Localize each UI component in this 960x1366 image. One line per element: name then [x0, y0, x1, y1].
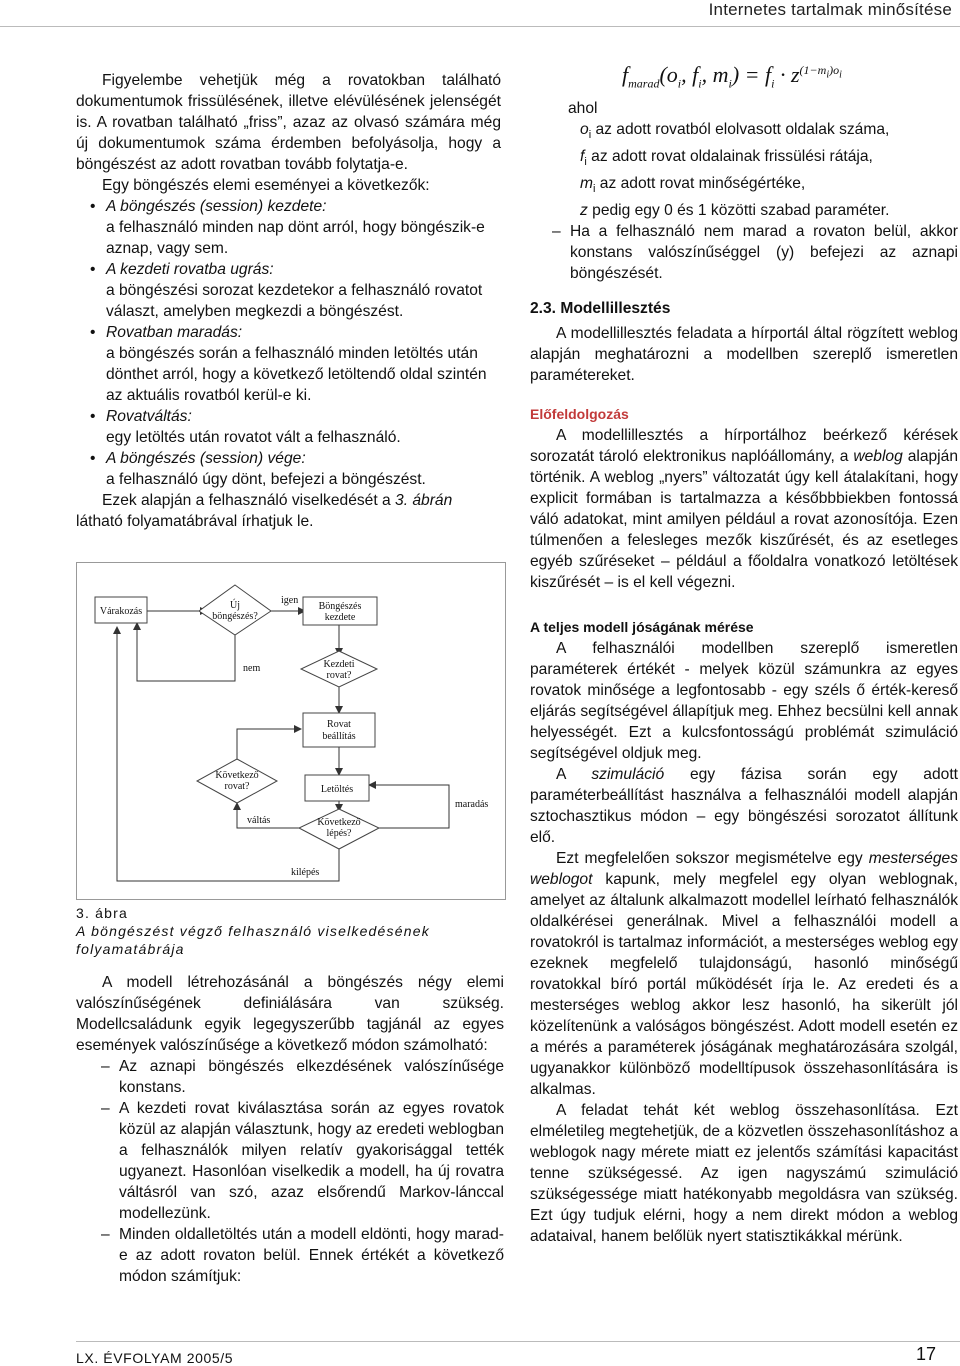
header-rule — [0, 26, 960, 27]
node-label: lépés? — [326, 828, 352, 839]
section-paragraph: A modellillesztés feladata a hírportál által rögzített weblog alapján meghatározni a modellben szereplő ismeretlen paramétereket. — [530, 325, 958, 385]
caption-number: 3. ábra — [76, 905, 128, 921]
bullet-text: a felhasználó minden nap dönt arról, hogy böngészik-e aznap, vagy sem. — [106, 219, 485, 257]
text-italic: weblog — [853, 448, 903, 466]
model-paragraph: A modell létrehozásánál a böngészés négy elemi valószínűségének definiálására van szükség. Modellcsaládunk egyik legegyszerűbb tagjánál az egyes események valószínűsége a következő módon számolható: — [76, 974, 504, 1054]
node-label: rovat? — [326, 670, 352, 681]
def-sub: i — [588, 129, 592, 142]
bullet-text: a felhasználó úgy dönt, befejezi a böngészést. — [106, 471, 426, 488]
arrow-nem — [137, 623, 235, 681]
text-part: alapján történik. A weblog „nyers” változatát úgy kell átalakítani, hogy explicit formában is tartalmazza a későbbbiekben fontossá váló adatokat, mint amilyen például a rovat azonosítója. Ezen túlmenően a felesleges mezők kiszűrését, és az esetleges egyéb szűréseket – például a főoldalra vonatkozó letöltések kiszűrését – is el kell végezni. — [530, 448, 958, 592]
formula-exp2: )o — [829, 62, 840, 77]
def-symbol: o — [580, 121, 589, 138]
dash-text: A kezdeti rovat kiválasztása során az egyes rovatok közül az alapján választunk, hogy az eredeti weblogban a felhasználók milyen relatív gyakorisággal tették ugyanezt. Hasonlóan viselkedik a modell, ha új rovatra váltásról van szó, azaz elsőrendű Markov-lánccal modellezünk. — [119, 1100, 504, 1222]
definitions-list — [580, 119, 958, 221]
dash-icon: – — [101, 1100, 110, 1117]
arrow-kilepes — [117, 627, 339, 881]
edge-label-kilepes: kilépés — [291, 867, 320, 878]
dash-text: Ha a felhasználó nem marad a rovaton belül, akkor konstans valószínűséggel (y) befejezi az aznapi böngészését. — [570, 223, 958, 283]
node-label: rovat? — [224, 781, 250, 792]
dash-item — [76, 1056, 504, 1098]
def-sub: i — [593, 183, 596, 196]
node-label: beállítás — [322, 731, 356, 742]
text-italic: mesterséges weblogot — [530, 850, 958, 889]
formula-i: i — [677, 76, 682, 91]
definition-item — [580, 173, 958, 200]
formula-args: (o — [659, 62, 678, 87]
dash-icon: – — [101, 1058, 110, 1075]
formula-exp: (1−m — [799, 62, 827, 77]
caption-text: A böngészést végző felhasználó viselkedésének folyamatábrája — [76, 923, 430, 957]
def-symbol: f — [580, 148, 585, 166]
flowchart-svg — [77, 563, 505, 899]
def-symbol: m — [580, 175, 593, 193]
dash-icon: – — [552, 223, 561, 241]
node-label: kezdete — [324, 612, 356, 623]
def-symbol: z — [580, 202, 588, 220]
edge-label-valtas: váltás — [247, 815, 271, 826]
figure-caption — [76, 904, 506, 958]
arrow-maradas — [369, 785, 449, 828]
node-label: böngészés? — [212, 611, 258, 622]
subsection-title-preprocessing: Előfeldolgozás — [530, 406, 629, 423]
bullet-icon: • — [90, 408, 96, 425]
formula-rest: , f — [681, 62, 699, 87]
bullet-title: A kezdeti rovatba ugrás: — [106, 261, 274, 278]
dash-item — [76, 1098, 504, 1224]
node-label: Következő — [317, 817, 361, 828]
bullet-item — [76, 322, 501, 406]
bullet-icon: • — [90, 450, 96, 467]
node-label: Böngészés — [318, 601, 362, 612]
events-intro: Egy böngészés elemi eseményei a következők: — [102, 177, 430, 194]
bullet-icon: • — [90, 324, 96, 341]
formula-m: , m — [701, 62, 729, 87]
ahol-label: ahol — [568, 100, 598, 117]
intro-paragraph: Figyelembe vehetjük még a rovatokban található dokumentumok frissülésének, illetve elévülésének jelenségét is. A rovatban található „friss”, azaz az olvasó számára még új dokumentumok száma érdemben befolyásolja, hogy a böngészést az adott rovatban tovább folytatja-e. — [76, 72, 501, 173]
definition-item — [580, 119, 958, 146]
bullet-text: a böngészés során a felhasználó minden letöltés után dönthet arról, hogy a következő letöltendő oldal szintén az aktuális rovatból kerül-e ki. — [106, 345, 487, 404]
edge-label-igen: igen — [281, 595, 299, 606]
subsection-title-full-model: A teljes modell jóságának mérése — [530, 619, 754, 636]
full-model-paragraph-3 — [530, 848, 958, 1100]
dash-text: Az aznapi böngészés elkezdésének valószínűsége konstans. — [119, 1058, 504, 1096]
text-part: A modellillesztés a hírportálhoz beérkező kérések sorozatát tároló elektronikus naplóállomány, a — [530, 427, 958, 466]
bullet-icon: • — [90, 261, 96, 278]
def-text: az adott rovat minőségértéke, — [599, 175, 806, 193]
formula-eq: ) = f — [731, 62, 772, 87]
full-model-paragraph-1: A felhasználói modellben szereplő ismeretlen paraméterek értékét - melyek közül számunkra az egyes rovatok minősége a legfontosabb - egy széls ő érték-kereső eljárás segítségével állapítjuk meg. Ehhez becsülni kell annak helyességét. Ezt a kulcsfontosságú problémát szimuláció segítségével oldjuk meg. — [530, 640, 958, 763]
text-italic: szimuláció — [591, 766, 665, 784]
left-column — [76, 70, 501, 532]
running-header: Internetes tartalmak minősítése — [708, 0, 952, 19]
text-part: A — [556, 766, 566, 784]
text-part: Ezt megfelelően sokszor megismételve egy — [556, 850, 863, 868]
right-column — [530, 98, 958, 1247]
node-label: Új — [230, 600, 240, 611]
footer-rule — [76, 1341, 960, 1342]
section-title: 2.3. Modellillesztés — [530, 300, 671, 318]
summary-paragraph — [76, 490, 501, 532]
bullet-text: a böngészési sorozat kezdetekor a felhasználó rovatot választ, amelyben megkezdi a böngészést. — [106, 282, 483, 320]
bullet-item — [76, 448, 501, 490]
preprocessing-paragraph — [530, 425, 958, 593]
formula-sub: marad — [628, 76, 660, 91]
dash-text: Minden oldalletöltés után a modell eldönti, hogy marad-e az adott rovaton belül. Ennek értékét a következő módon számítjuk: — [119, 1226, 504, 1285]
bullet-text: egy letöltés után rovatot vált a felhasználó. — [106, 429, 401, 446]
dash-item — [530, 221, 958, 284]
definition-item — [580, 146, 958, 173]
node-label: Következő — [215, 770, 259, 781]
dash-item — [76, 1224, 504, 1287]
summary-text-a: Ezek alapján a felhasználó viselkedését a — [102, 492, 391, 509]
edge-label-nem: nem — [243, 663, 261, 674]
bullet-title: Rovatban maradás: — [106, 324, 243, 341]
bullet-title: Rovatváltás: — [106, 408, 192, 425]
footer-volume: LX. ÉVFOLYAM 2005/5 — [76, 1350, 234, 1366]
def-text: az adott rovatból elolvasott oldalak száma, — [595, 121, 890, 138]
bullet-icon: • — [90, 198, 96, 215]
edge-label-maradas: maradás — [455, 799, 489, 810]
page-number: 17 — [915, 1344, 936, 1364]
text-part: kapunk, mely megfelel egy olyan weblognak, amelyet az általunk alkalmazott modellel leírható felhasználók oldalkérései generálnak. Mivel a felhasználói modell a rovatokról is tartalmaz információt, a mesterséges weblog egy ezeknek megfelelő tulajdonságú, hasonló minőségű rovatokkal bíró portál működését írja le. Az eredeti és a mesterséges weblog akkor lesz hasonló, ha sikerült jól közelítenünk a valóságos böngészést. Adott modell esetén ez a mérés a paraméterek jóságának meghatározására szolgál, ugyanakkor különböző modelltípusok összehasonlítására is alkalmas. — [530, 871, 958, 1099]
bullet-item — [76, 259, 501, 322]
formula-f: f — [622, 62, 629, 87]
text-part: egy fázisa során egy adott paraméterbeállítást használva a felhasználói modell alapján sztochasztikus módon – egy böngészési sorozatot állítunk elő. — [530, 766, 958, 847]
summary-text-b: látható folyamatábrával írhatjuk le. — [76, 513, 314, 530]
bullet-item — [76, 196, 501, 259]
dash-icon: – — [101, 1226, 110, 1243]
flowchart-figure — [76, 562, 506, 900]
def-sub: i — [584, 156, 587, 169]
figure-reference: 3. ábrán — [395, 492, 453, 509]
node-label: Kezdeti — [323, 659, 355, 670]
full-model-paragraph-2 — [530, 764, 958, 848]
node-label: Letöltés — [320, 784, 354, 795]
formula-z: · z — [779, 62, 800, 87]
full-model-paragraph-4: A feladat tehát két weblog összehasonlítása. Ezt elméletileg megtehetjük, de a közvetlen összehasonlításhoz a weblogok nagy mérete miatt ez jelentős számítási kapacitást tenne szükségessé. Az igen nagyszámú szimuláció szükségessége miatt hatékonyabb megoldásra van szükség. Ezt úgy tudjuk elérni, hogy a nem direkt módon a weblog adataival, hanem belőlük nyert statisztikákkal mérünk. — [530, 1102, 958, 1246]
left-column-lower — [76, 972, 504, 1287]
def-text: az adott rovat oldalainak frissülési rátája, — [591, 148, 873, 166]
bullet-item — [76, 406, 501, 448]
bullet-title: A böngészés (session) kezdete: — [106, 198, 327, 215]
def-text: pedig egy 0 és 1 közötti szabad paraméter. — [592, 202, 890, 220]
node-label: Várakozás — [99, 606, 143, 617]
node-label: Rovat — [327, 719, 351, 730]
arrow-nextrovat-to-setrovat — [237, 729, 301, 763]
definition-item — [580, 200, 958, 221]
bullet-title: A böngészés (session) vége: — [106, 450, 306, 467]
formula: $f_{marad}(o_i$, $f_i$, $m_i) = f_i \cdot z^{(1-m_i)o_i}$ — [622, 62, 842, 91]
